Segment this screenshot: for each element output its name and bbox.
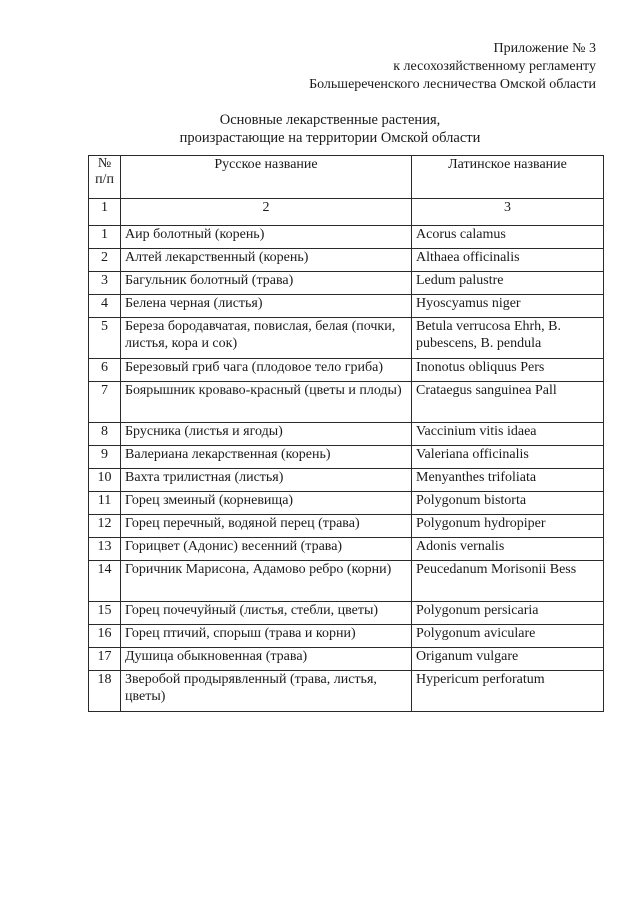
latin-name-cell: Polygonum persicaria bbox=[412, 602, 604, 625]
russian-name-cell: Багульник болотный (трава) bbox=[121, 272, 412, 295]
row-number: 2 bbox=[89, 249, 121, 272]
table-body bbox=[89, 226, 604, 712]
russian-name-cell: Душица обыкновенная (трава) bbox=[121, 648, 412, 671]
row-number: 17 bbox=[89, 648, 121, 671]
russian-name-cell: Горец перечный, водяной перец (трава) bbox=[121, 515, 412, 538]
russian-name-cell: Горец змеиный (корневища) bbox=[121, 492, 412, 515]
latin-name-cell: Polygonum hydropiper bbox=[412, 515, 604, 538]
row-number: 10 bbox=[89, 469, 121, 492]
latin-name-cell: Ledum palustre bbox=[412, 272, 604, 295]
appendix-regulation: к лесохозяйственному регламенту bbox=[393, 59, 596, 74]
title-line-2: произрастающие на территории Омской области bbox=[179, 130, 481, 146]
table-row bbox=[89, 446, 604, 469]
latin-name-cell: Menyanthes trifoliata bbox=[412, 469, 604, 492]
latin-name-cell: Adonis vernalis bbox=[412, 538, 604, 561]
header-russian-name: Русское название bbox=[121, 156, 412, 199]
russian-name-cell: Брусника (листья и ягоды) bbox=[121, 423, 412, 446]
table-row bbox=[89, 469, 604, 492]
latin-name-cell: Crataegus sanguinea Pall bbox=[412, 382, 604, 423]
row-number: 16 bbox=[89, 625, 121, 648]
title-line-1: Основные лекарственные растения, bbox=[219, 112, 441, 128]
header-latin-name: Латинское название bbox=[412, 156, 604, 199]
row-number: 3 bbox=[89, 272, 121, 295]
table-row bbox=[89, 625, 604, 648]
latin-name-cell: Origanum vulgare bbox=[412, 648, 604, 671]
table-row bbox=[89, 602, 604, 625]
row-number: 15 bbox=[89, 602, 121, 625]
row-number: 12 bbox=[89, 515, 121, 538]
latin-name-cell: Hypericum perforatum bbox=[412, 671, 604, 712]
column-number: 1 bbox=[89, 199, 121, 226]
row-number: 1 bbox=[89, 226, 121, 249]
header-number-sign: № bbox=[97, 156, 112, 171]
row-number: 4 bbox=[89, 295, 121, 318]
table-row bbox=[89, 359, 604, 382]
russian-name-cell: Горицвет (Адонис) весенний (трава) bbox=[121, 538, 412, 561]
table-header-row bbox=[89, 156, 604, 199]
appendix-forestry: Большереченского лесничества Омской области bbox=[309, 77, 596, 92]
row-number: 7 bbox=[89, 382, 121, 423]
row-number: 11 bbox=[89, 492, 121, 515]
russian-name-cell: Валериана лекарственная (корень) bbox=[121, 446, 412, 469]
header-number bbox=[89, 156, 121, 199]
column-number: 2 bbox=[121, 199, 412, 226]
russian-name-cell: Горец птичий, спорыш (трава и корни) bbox=[121, 625, 412, 648]
russian-name-cell: Горичник Марисона, Адамово ребро (корни) bbox=[121, 561, 412, 602]
russian-name-cell: Горец почечуйный (листья, стебли, цветы) bbox=[121, 602, 412, 625]
table-row bbox=[89, 492, 604, 515]
russian-name-cell: Аир болотный (корень) bbox=[121, 226, 412, 249]
table-row bbox=[89, 538, 604, 561]
latin-name-cell: Peucedanum Morisonii Bess bbox=[412, 561, 604, 602]
table-row bbox=[89, 671, 604, 712]
appendix-header bbox=[309, 40, 596, 94]
russian-name-cell: Белена черная (листья) bbox=[121, 295, 412, 318]
row-number: 13 bbox=[89, 538, 121, 561]
table-row bbox=[89, 318, 604, 359]
row-number: 5 bbox=[89, 318, 121, 359]
latin-name-cell: Vaccinium vitis idaea bbox=[412, 423, 604, 446]
latin-name-cell: Acorus calamus bbox=[412, 226, 604, 249]
table-row bbox=[89, 226, 604, 249]
header-number-pp: п/п bbox=[95, 172, 114, 187]
russian-name-cell: Береза бородавчатая, повислая, белая (почки, листья, кора и сок) bbox=[121, 318, 412, 359]
table-row bbox=[89, 423, 604, 446]
row-number: 9 bbox=[89, 446, 121, 469]
document-title bbox=[120, 111, 540, 147]
row-number: 18 bbox=[89, 671, 121, 712]
latin-name-cell: Polygonum bistorta bbox=[412, 492, 604, 515]
table-row bbox=[89, 295, 604, 318]
appendix-number: Приложение № 3 bbox=[493, 41, 596, 56]
column-number-row bbox=[89, 199, 604, 226]
russian-name-cell: Зверобой продырявленный (трава, листья, цветы) bbox=[121, 671, 412, 712]
table-row bbox=[89, 515, 604, 538]
latin-name-cell: Althaea officinalis bbox=[412, 249, 604, 272]
row-number: 8 bbox=[89, 423, 121, 446]
russian-name-cell: Вахта трилистная (листья) bbox=[121, 469, 412, 492]
russian-name-cell: Боярышник кроваво-красный (цветы и плоды) bbox=[121, 382, 412, 423]
plants-table bbox=[88, 155, 604, 712]
russian-name-cell: Березовый гриб чага (плодовое тело гриба) bbox=[121, 359, 412, 382]
table-row bbox=[89, 382, 604, 423]
row-number: 14 bbox=[89, 561, 121, 602]
latin-name-cell: Valeriana officinalis bbox=[412, 446, 604, 469]
table-row bbox=[89, 561, 604, 602]
latin-name-cell: Inonotus obliquus Pers bbox=[412, 359, 604, 382]
column-number: 3 bbox=[412, 199, 604, 226]
latin-name-cell: Hyoscyamus niger bbox=[412, 295, 604, 318]
table-row bbox=[89, 249, 604, 272]
table-row bbox=[89, 272, 604, 295]
latin-name-cell: Polygonum aviculare bbox=[412, 625, 604, 648]
latin-name-cell: Betula verrucosa Ehrh, B. pubescens, B. pendula bbox=[412, 318, 604, 359]
table-row bbox=[89, 648, 604, 671]
russian-name-cell: Алтей лекарственный (корень) bbox=[121, 249, 412, 272]
row-number: 6 bbox=[89, 359, 121, 382]
